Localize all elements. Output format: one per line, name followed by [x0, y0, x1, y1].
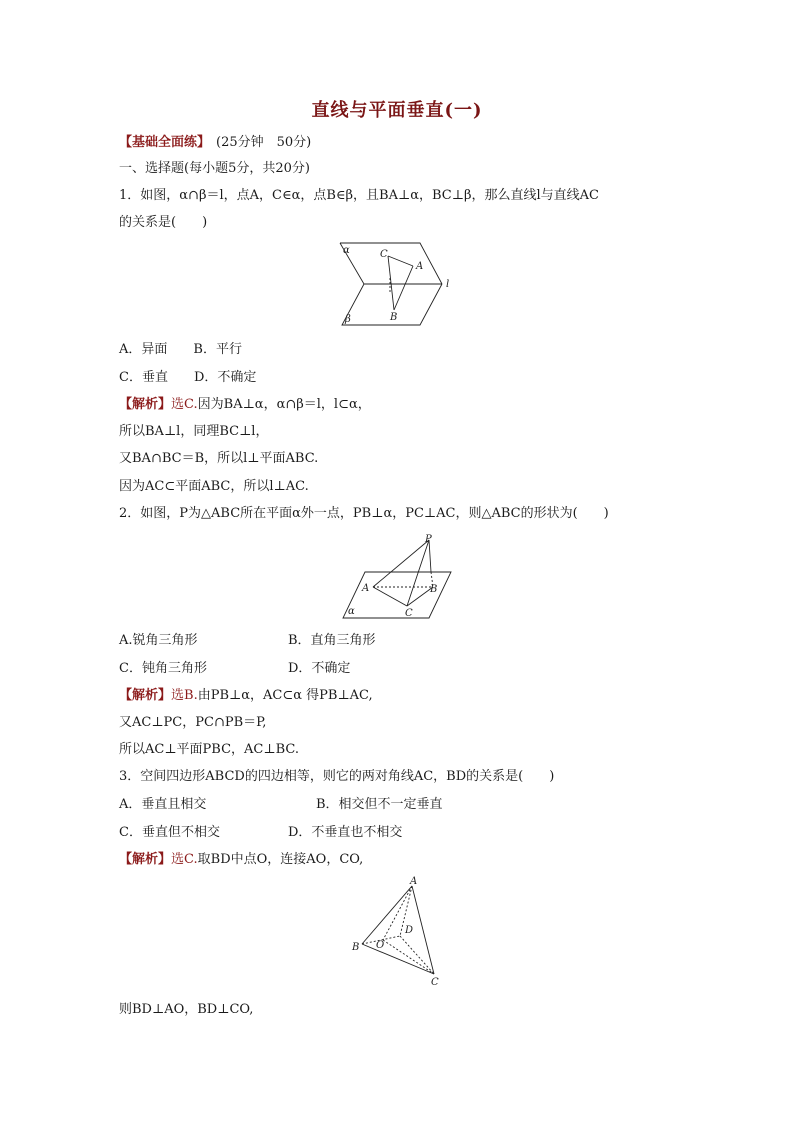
part-heading: 一、选择题(每小题5分，共20分) — [119, 161, 310, 176]
q3-option-a: A．垂直且相交 — [119, 797, 207, 812]
q2-option-b: B．直角三角形 — [288, 633, 376, 648]
q1-solution-tag: 【解析】 — [119, 397, 172, 412]
q3-figure — [350, 876, 445, 988]
q3-answer-choice: 选C. — [171, 852, 198, 867]
q1-option-row2 — [119, 369, 256, 387]
q2-option-c: C．钝角三角形 — [119, 661, 207, 676]
q2-fig-label-alpha: α — [348, 606, 355, 617]
q3-solution-text1: 取BD中点O，连接AO，CO, — [197, 852, 364, 867]
q2-fig-label-c: C — [405, 608, 413, 619]
q3-fig-label-d: D — [405, 925, 414, 936]
q1-fig-label-b: B — [390, 312, 398, 323]
q3-fig-label-a: A — [410, 876, 418, 887]
q3-solution-line2: 则BD⊥AO，BD⊥CO, — [119, 1002, 254, 1017]
q1-fig-label-alpha: α — [343, 245, 350, 256]
q2-answer-choice: 选B. — [171, 688, 198, 703]
q1-option-row1 — [119, 341, 242, 359]
q3-fig-label-o: O — [376, 940, 385, 951]
q2-option-a: A.锐角三角形 — [119, 633, 198, 648]
q1-figure — [340, 240, 460, 330]
q3-stem: 3．空间四边形ABCD的四边相等，则它的两对角线AC，BD的关系是( ) — [119, 769, 555, 784]
q2-figure — [343, 534, 453, 620]
q2-fig-label-a: A — [362, 583, 370, 594]
section-tag: 【基础全面练】 — [119, 135, 211, 150]
q1-stem-line2: 的关系是( ) — [119, 215, 208, 230]
section-header — [119, 134, 311, 152]
q2-solution-line1 — [119, 687, 373, 705]
q1-option-d: D．不确定 — [193, 370, 257, 385]
q2-solution-line2: 又AC⊥PC，PC∩PB＝P, — [119, 715, 267, 730]
q3-option-d: D．不垂直也不相交 — [288, 825, 403, 840]
q2-solution-tag: 【解析】 — [119, 688, 172, 703]
page-title: 直线与平面垂直(一) — [311, 100, 483, 121]
q1-stem-line1: 1．如图，α∩β＝l，点A，C∈α，点B∈β，且BA⊥α，BC⊥β，那么直线l与直线AC — [119, 188, 599, 203]
q3-fig-label-c: C — [431, 977, 439, 988]
q3-solution-tag: 【解析】 — [119, 852, 172, 867]
q1-answer-choice: 选C. — [171, 397, 198, 412]
q2-option-d: D．不确定 — [288, 661, 351, 676]
q1-fig-label-c: C — [380, 249, 388, 260]
q3-fig-label-b: B — [352, 942, 360, 953]
q3-solution-line1 — [119, 851, 363, 869]
q1-solution-line2: 所以BA⊥l，同理BC⊥l， — [119, 424, 269, 439]
q1-solution-line3: 又BA∩BC＝B，所以l⊥平面ABC. — [119, 451, 319, 466]
q2-stem: 2．如图，P为△ABC所在平面α外一点，PB⊥α，PC⊥AC，则△ABC的形状为( ) — [119, 506, 609, 521]
q2-fig-label-p: P — [425, 534, 432, 545]
q1-solution-line4: 因为AC⊂平面ABC，所以l⊥AC. — [119, 479, 309, 494]
q1-solution-line1 — [119, 396, 371, 414]
q1-solution-text1: 因为BA⊥α，α∩β＝l，l⊂α， — [197, 397, 371, 412]
q1-option-b: B．平行 — [193, 342, 242, 357]
q2-solution-text1: 由PB⊥α，AC⊂α 得PB⊥AC, — [197, 688, 373, 703]
q1-option-c: C．垂直 — [119, 370, 168, 385]
q2-fig-label-b: B — [430, 584, 438, 595]
q1-fig-label-beta: β — [345, 314, 351, 325]
q3-option-b: B．相交但不一定垂直 — [316, 797, 443, 812]
q2-solution-line3: 所以AC⊥平面PBC，AC⊥BC. — [119, 742, 300, 757]
q1-option-a: A．异面 — [119, 342, 168, 357]
q3-option-c: C．垂直但不相交 — [119, 825, 220, 840]
q1-fig-label-a: A — [416, 261, 424, 272]
section-meta: (25分钟 50分) — [216, 135, 312, 150]
q1-fig-label-l: l — [446, 279, 450, 290]
